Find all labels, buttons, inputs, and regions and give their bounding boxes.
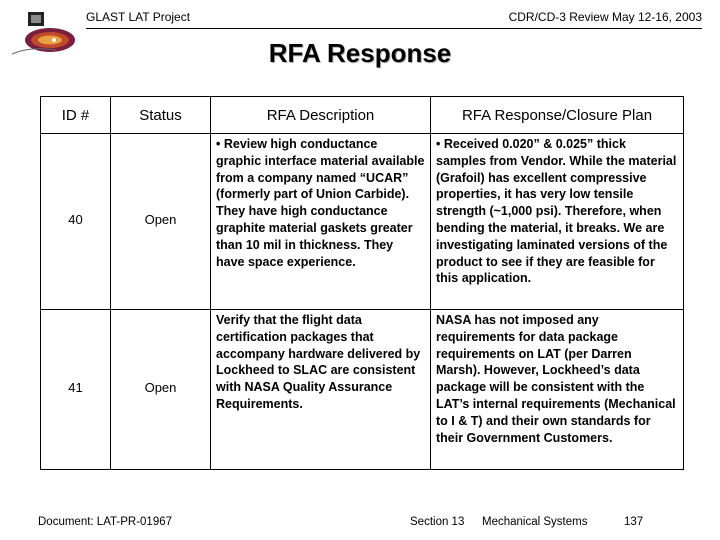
table-row xyxy=(41,310,684,470)
header-divider xyxy=(86,28,702,29)
page-number: 137 xyxy=(624,516,644,528)
rfa-status: Open xyxy=(111,134,211,310)
table-row xyxy=(41,134,684,310)
column-header-id: ID # xyxy=(41,97,111,134)
rfa-table xyxy=(40,96,684,470)
project-name: GLAST LAT Project xyxy=(86,10,191,24)
rfa-id: 40 xyxy=(41,134,111,310)
rfa-response: NASA has not imposed any requirements for data package requirements on LAT (per Darren Marsh). However, Lockheed’s data package will be consistent with the LAT’s internal requirements (Mechanical to I & T) and their own standards for their Government Customers. xyxy=(431,310,684,470)
rfa-description: Verify that the flight data certification packages that accompany hardware delivered by Lockheed to SLAC are consistent with NASA Quality Assurance Requirements. xyxy=(211,310,431,470)
review-title: CDR/CD-3 Review May 12-16, 2003 xyxy=(508,10,702,24)
section-label: Section 13 xyxy=(410,516,465,528)
subsystem-label: Mechanical Systems xyxy=(482,516,588,528)
document-number: Document: LAT-PR-01967 xyxy=(38,516,173,528)
page-title: RFA Response xyxy=(268,38,452,68)
rfa-response: • Received 0.020” & 0.025” thick samples from Vendor. While the material (Grafoil) has excellent compressive properties, it has very low tensile strength (~1,000 psi). Therefore, when bending the material, it breaks. We are investigating laminated versions of the product to see if they are feasible for this application. xyxy=(431,134,684,310)
column-header-description: RFA Description xyxy=(211,97,431,134)
column-header-response: RFA Response/Closure Plan xyxy=(431,97,684,134)
column-header-status: Status xyxy=(111,97,211,134)
rfa-description: • Review high conductance graphic interface material available from a company named “UCAR” (formerly part of Union Carbide). They have high conductance graphite material gaskets greater than 10 mil in thickness. They have space experience. xyxy=(211,134,431,310)
table-header-row xyxy=(41,97,684,134)
rfa-id: 41 xyxy=(41,310,111,470)
rfa-status: Open xyxy=(111,310,211,470)
